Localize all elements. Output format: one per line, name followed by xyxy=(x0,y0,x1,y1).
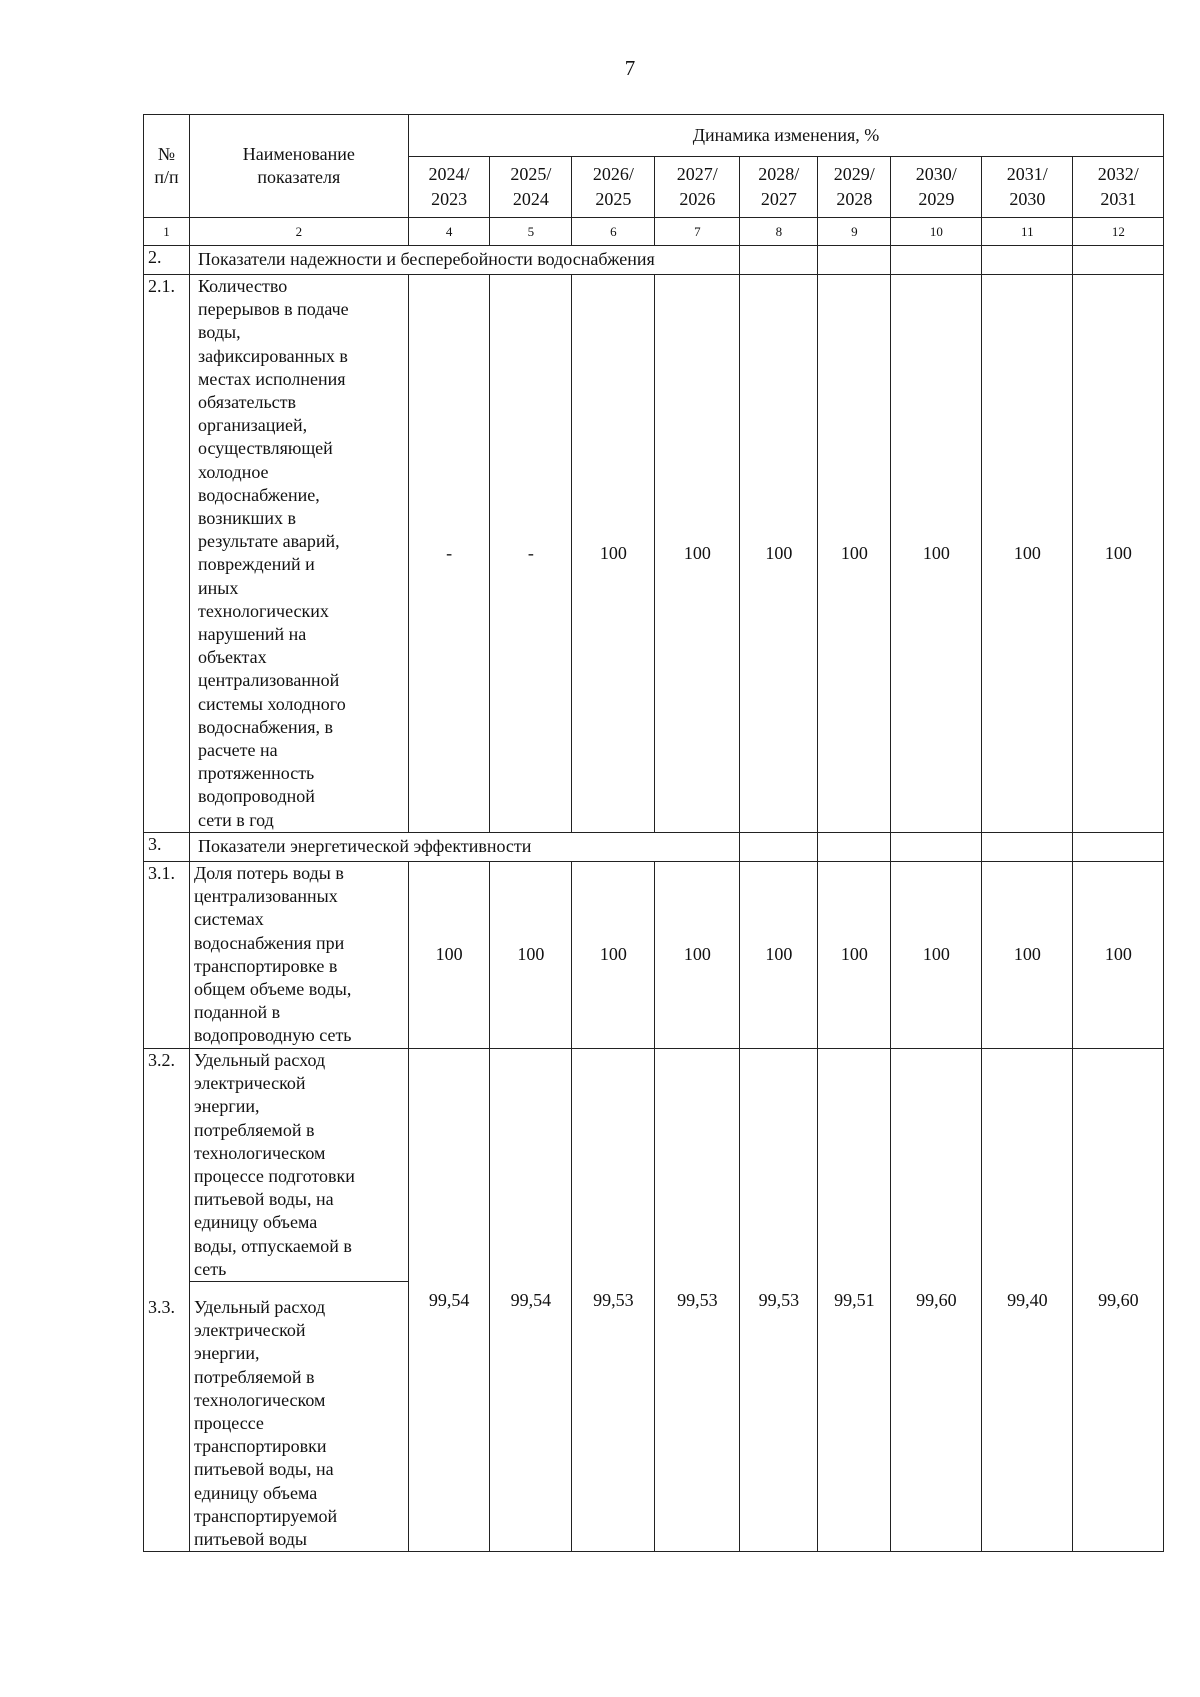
name-line: потребляемой в xyxy=(194,1119,315,1140)
row-number: 2.1. xyxy=(144,275,190,833)
name-line: водоснабжение, xyxy=(198,484,320,505)
header-year xyxy=(740,157,818,218)
name-line: процессе подготовки xyxy=(194,1166,355,1187)
name-line: сети в год xyxy=(198,809,274,830)
value-cell: 100 xyxy=(1073,275,1164,833)
value-cell: 100 xyxy=(408,862,490,1049)
row-number: 3.2. xyxy=(144,1049,190,1282)
indicators-table xyxy=(143,114,1164,1552)
value-cell: 100 xyxy=(572,862,655,1049)
value-cell: - xyxy=(490,275,572,833)
name-line: результате аварий, xyxy=(198,531,340,552)
header-year xyxy=(408,157,490,218)
header-year-part: 2030/ xyxy=(915,164,957,184)
value-cell: 100 xyxy=(655,862,740,1049)
value-cell: 100 xyxy=(655,275,740,833)
name-line: Доля потерь воды в xyxy=(194,863,344,883)
column-number: 4 xyxy=(408,218,490,246)
name-line: системы холодного xyxy=(198,693,346,714)
name-line: протяженность xyxy=(198,763,315,784)
row-number: 3.3. xyxy=(144,1282,190,1552)
name-line: расчете на xyxy=(198,740,278,761)
table-row xyxy=(144,275,1164,833)
column-number: 1 xyxy=(144,218,190,246)
header-name: Наименование показателя xyxy=(190,115,409,218)
value-cell: 99,54 xyxy=(408,1049,490,1552)
value-cell: 99,53 xyxy=(740,1049,818,1552)
value-cell: 100 xyxy=(891,275,982,833)
value-cell: 100 xyxy=(818,275,891,833)
value-cell: 99,51 xyxy=(818,1049,891,1552)
header-year xyxy=(891,157,982,218)
name-line: сеть xyxy=(194,1258,227,1279)
name-line: Удельный расход xyxy=(194,1297,326,1318)
section-row xyxy=(144,246,1164,275)
value-cell: 99,53 xyxy=(572,1049,655,1552)
name-line: транспортировке в xyxy=(194,955,338,976)
header-year-part: 2024/ xyxy=(428,164,470,184)
name-line: Удельный расход xyxy=(194,1050,326,1070)
name-line: повреждений и xyxy=(198,554,315,575)
name-line: системах xyxy=(194,909,264,930)
name-line: возникших в xyxy=(198,508,296,529)
section-number: 3. xyxy=(144,833,190,862)
table-row xyxy=(144,862,1164,1049)
section-row xyxy=(144,833,1164,862)
value-cell: 99,40 xyxy=(982,1049,1073,1552)
name-line: обязательств xyxy=(198,392,297,413)
header-year-part: 2028 xyxy=(836,189,873,209)
column-number: 11 xyxy=(982,218,1073,246)
row-name xyxy=(190,1049,409,1282)
name-line: водопроводную сеть xyxy=(194,1025,352,1046)
name-line: энергии, xyxy=(194,1343,260,1364)
header-year-part: 2031/ xyxy=(1006,164,1048,184)
header-year xyxy=(490,157,572,218)
value-cell: 100 xyxy=(891,862,982,1049)
row-name xyxy=(190,862,409,1049)
header-year-part: 2029 xyxy=(918,189,955,209)
value-cell: 100 xyxy=(1073,862,1164,1049)
section-number: 2. xyxy=(144,246,190,275)
header-year-part: 2030 xyxy=(1009,189,1046,209)
name-line: зафиксированных в xyxy=(198,345,348,366)
name-line: энергии, xyxy=(194,1096,260,1117)
name-line: объектах xyxy=(198,647,267,668)
header-dynamics: Динамика изменения, % xyxy=(408,115,1164,157)
section-title: Показатели энергетической эффективности xyxy=(190,833,655,862)
section-title: Показатели надежности и бесперебойности водоснабжения xyxy=(190,246,655,275)
name-line: технологическом xyxy=(194,1142,326,1163)
row-name xyxy=(190,1282,409,1552)
column-number: 6 xyxy=(572,218,655,246)
name-line: электрической xyxy=(194,1320,306,1341)
name-line: питьевой воды, на xyxy=(194,1459,334,1480)
name-line: питьевой воды, на xyxy=(194,1189,334,1210)
value-cell: 100 xyxy=(490,862,572,1049)
header-year xyxy=(1073,157,1164,218)
name-line: единицу объема xyxy=(194,1212,318,1233)
value-cell: 99,60 xyxy=(891,1049,982,1552)
name-line: электрической xyxy=(194,1073,306,1094)
name-line: питьевой воды xyxy=(194,1529,307,1550)
name-line: процессе xyxy=(194,1413,264,1434)
name-line: Количество xyxy=(198,276,288,296)
name-line: водоснабжения при xyxy=(194,932,345,953)
name-line: нарушений на xyxy=(198,624,307,645)
header-year xyxy=(818,157,891,218)
table-row xyxy=(144,1049,1164,1282)
name-line: транспортируемой xyxy=(194,1505,338,1526)
column-number: 9 xyxy=(818,218,891,246)
header-year-part: 2027 xyxy=(760,189,797,209)
name-line: единицу объема xyxy=(194,1482,318,1503)
header-row-top xyxy=(144,115,1164,157)
value-cell: 99,54 xyxy=(490,1049,572,1552)
column-number: 7 xyxy=(655,218,740,246)
header-year-part: 2026/ xyxy=(592,164,634,184)
row-name xyxy=(190,275,409,833)
column-number: 12 xyxy=(1073,218,1164,246)
header-year-part: 2027/ xyxy=(676,164,718,184)
header-year-part: 2025/ xyxy=(510,164,552,184)
name-line: потребляемой в xyxy=(194,1366,315,1387)
value-cell: 100 xyxy=(818,862,891,1049)
value-cell: 99,60 xyxy=(1073,1049,1164,1552)
header-year-part: 2023 xyxy=(431,189,468,209)
name-line: воды, отпускаемой в xyxy=(194,1235,352,1256)
name-line: централизованной xyxy=(198,670,340,691)
header-year xyxy=(572,157,655,218)
name-line: поданной в xyxy=(194,1002,281,1023)
header-num: № п/п xyxy=(144,115,190,218)
name-line: перерывов в подаче xyxy=(198,299,349,320)
page-number: 7 xyxy=(624,56,636,80)
header-year-part: 2032/ xyxy=(1097,164,1139,184)
name-line: централизованных xyxy=(194,886,338,907)
name-line: водоснабжения, в xyxy=(198,716,334,737)
column-number: 2 xyxy=(190,218,409,246)
name-line: местах исполнения xyxy=(198,368,346,389)
value-cell: 100 xyxy=(740,862,818,1049)
value-cell: 100 xyxy=(982,275,1073,833)
header-year-part: 2031 xyxy=(1100,189,1137,209)
name-line: транспортировки xyxy=(194,1436,327,1457)
value-cell: 100 xyxy=(982,862,1073,1049)
value-cell: 100 xyxy=(740,275,818,833)
name-line: иных xyxy=(198,577,239,598)
name-line: холодное xyxy=(198,461,269,482)
header-year xyxy=(982,157,1073,218)
header-year-part: 2024 xyxy=(512,189,549,209)
value-cell: 99,53 xyxy=(655,1049,740,1552)
header-year-part: 2026 xyxy=(679,189,716,209)
column-number: 8 xyxy=(740,218,818,246)
name-line: технологическом xyxy=(194,1389,326,1410)
header-year-part: 2028/ xyxy=(758,164,800,184)
header-year-part: 2029/ xyxy=(833,164,875,184)
name-line: осуществляющей xyxy=(198,438,333,459)
column-number: 10 xyxy=(891,218,982,246)
column-numbers-row xyxy=(144,218,1164,246)
column-number: 5 xyxy=(490,218,572,246)
name-line: общем объеме воды, xyxy=(194,979,352,1000)
value-cell: 100 xyxy=(572,275,655,833)
name-line: технологических xyxy=(198,600,329,621)
name-line: организацией, xyxy=(198,415,308,436)
name-line: воды, xyxy=(198,322,241,343)
value-cell: - xyxy=(408,275,490,833)
header-year-part: 2025 xyxy=(595,189,632,209)
name-line: водопроводной xyxy=(198,786,315,807)
row-number: 3.1. xyxy=(144,862,190,1049)
header-year xyxy=(655,157,740,218)
